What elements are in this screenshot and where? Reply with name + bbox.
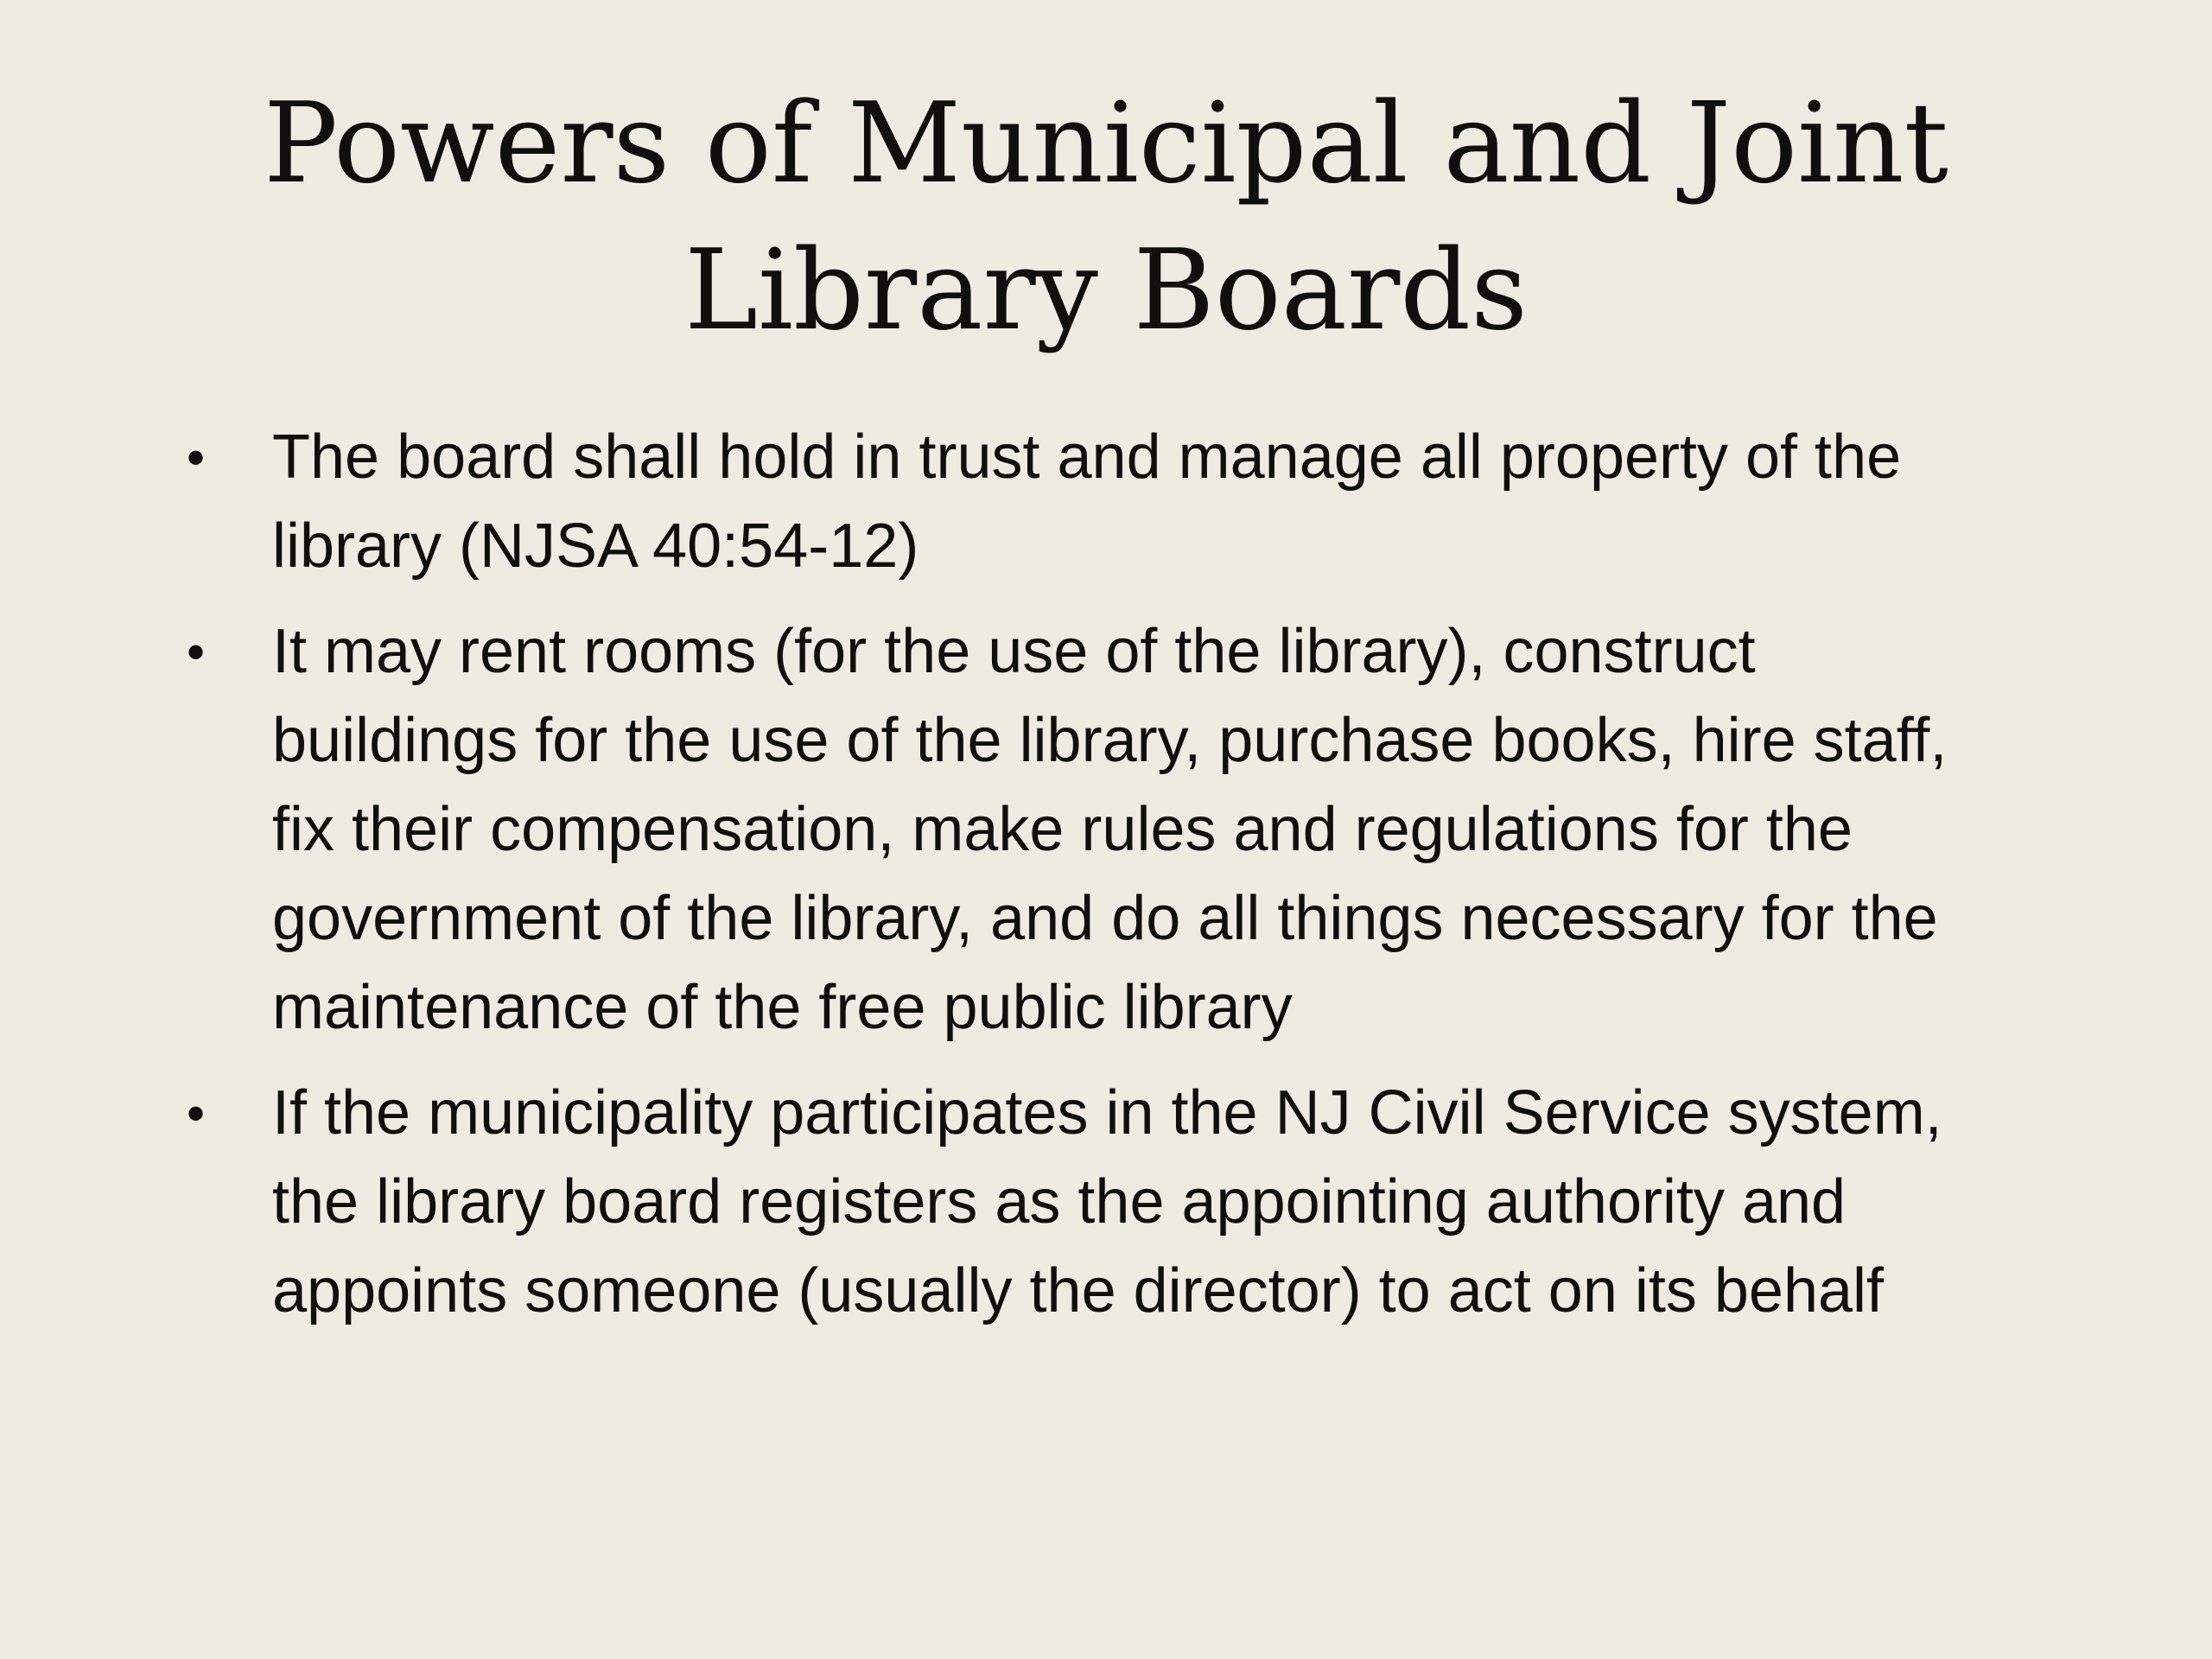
bullet-text: It may rent rooms (for the use of the library), construct buildings for the use of the library, purchase books, hire staff, fix their compensation, make rules and regulations for the government of the library, and do all things necessary for the maintenance of the free public library <box>272 617 1948 1042</box>
bullet-item-2 <box>183 607 2006 1052</box>
slide-title-line-1: Powers of Municipal and Joint <box>264 79 1948 208</box>
slide-title <box>242 71 1970 365</box>
bullet-icon: • <box>187 1084 206 1142</box>
bullet-icon: • <box>187 623 206 681</box>
bullet-text: If the municipality participates in the NJ Civil Service system, the library board registers as the appointing authority and appoints someone (usually the director) to act on its behalf <box>272 1078 1942 1325</box>
bullet-item-3 <box>183 1069 2006 1336</box>
bullet-text: The board shall hold in trust and manage all property of the library (NJSA 40:54-12) <box>272 423 1902 581</box>
slide-title-line-2: Library Boards <box>684 226 1528 355</box>
bullet-item-1 <box>183 413 2006 591</box>
bullet-list <box>183 413 2006 1352</box>
bullet-icon: • <box>187 429 206 486</box>
